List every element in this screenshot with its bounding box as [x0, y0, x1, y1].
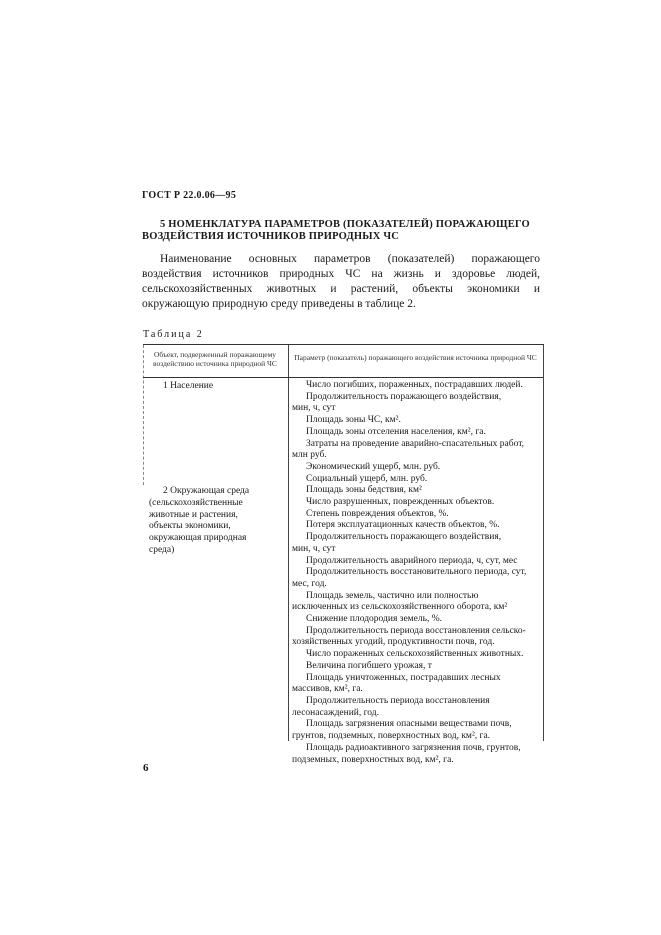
parameter-line: Площадь уничтоженных, пострадавших лесных [306, 672, 501, 683]
parameter-line: Площадь радиоактивного загрязнения почв, грунтов, [306, 742, 521, 753]
document-code: ГОСТ Р 22.0.06—95 [142, 190, 237, 201]
object-line: объекты экономики, [149, 521, 231, 532]
parameter-line: Число разрушенных, поврежденных объектов. [306, 497, 495, 508]
parameter-line: Число пораженных сельскохозяйственных животных. [306, 649, 524, 660]
parameter-line: Степень повреждения объектов, %. [306, 508, 449, 519]
parameter-column [292, 380, 542, 766]
parameter-line: Площадь зоны бедствия, км² [306, 485, 422, 496]
parameter-line: подземных, поверхностных вод, км², га. [292, 754, 454, 765]
parameter-line: Продолжительность поражающего воздействия, [306, 391, 502, 402]
parameter-line: млн руб. [292, 450, 327, 461]
header-divider [143, 377, 543, 378]
page-number: 6 [143, 762, 149, 774]
parameter-line: Продолжительность поражающего воздействия, [306, 532, 502, 543]
parameters-table [143, 344, 544, 765]
parameter-line: Число погибших, пораженных, пострадавших людей. [306, 380, 523, 390]
parameter-line: лесонасаждений, год. [292, 707, 379, 718]
parameter-line: Величина погибшего урожая, т [306, 660, 432, 671]
column-divider [288, 345, 289, 741]
parameter-line: Затраты на проведение аварийно-спасательных работ, [306, 438, 525, 449]
parameter-line: Площадь зоны отселения населения, км², га. [306, 426, 486, 437]
object-line: среда) [149, 544, 175, 555]
object-line: 1 Население [163, 381, 214, 391]
table-left-border [143, 345, 144, 485]
parameter-line: Экономический ущерб, млн. руб. [306, 461, 441, 472]
parameter-line: исключенных из сельскохозяйственного оборота, км² [292, 602, 508, 613]
intro-paragraph: Наименование основных параметров (показателей) поражающего воздействия источников природных ЧС на жизнь и здоровье людей, сельскохозяйственных животных и растений, объекты экономики и окружающую природную среду приведены в таблице 2. [142, 253, 540, 310]
object-line: окружающая природная [149, 533, 247, 544]
table-caption: Таблица 2 [143, 329, 204, 340]
object-column [149, 381, 284, 557]
object-line: животные и растения, [149, 509, 238, 520]
parameter-line: Продолжительность восстановительного периода, сут, [306, 567, 527, 578]
column-header-object: Объект, подверженный поражающему воздействию источника природной ЧС [153, 350, 277, 368]
parameter-line: Продолжительность аварийного периода, ч, сут, мес [306, 555, 518, 566]
parameter-line: Потеря эксплуатационных качеств объектов, %. [306, 520, 500, 531]
table-object-cell [149, 486, 284, 556]
object-line: (сельскохозяйственные [149, 498, 243, 508]
object-line: 2 Окружающая среда [163, 486, 250, 497]
parameter-line: грунтов, подземных, поверхностных вод, км², га. [292, 731, 491, 742]
table-object-cell [149, 381, 284, 393]
parameter-line: Площадь загрязнения опасными веществами почв, [306, 719, 512, 730]
parameter-line: Продолжительность периода восстановления [306, 695, 490, 706]
parameter-line: Снижение плодородия земель, %. [306, 614, 443, 625]
section-title: 5 НОМЕНКЛАТУРА ПАРАМЕТРОВ (ПОКАЗАТЕЛЕЙ) ПОРАЖАЮЩЕГО ВОЗДЕЙСТВИЯ ИСТОЧНИКОВ ПРИРОДНЫХ ЧС [142, 219, 530, 242]
parameter-line: хозяйственных угодий, продуктивности почв, год. [292, 637, 495, 648]
column-header-parameter: Параметр (показатель) поражающего воздействия источника природной ЧС [294, 353, 537, 362]
parameter-line: Социальный ущерб, млн. руб. [306, 473, 428, 484]
parameter-line: мес, год. [292, 578, 327, 589]
parameter-line: Площадь земель, частично или полностью [306, 590, 479, 601]
parameter-line: Площадь зоны ЧС, км². [306, 415, 401, 426]
parameter-line: массивов, км², га. [292, 684, 363, 695]
parameter-line: мин, ч, сут [292, 403, 336, 414]
parameter-line: мин, ч, сут [292, 543, 336, 554]
parameter-line: Продолжительность периода восстановления сельско- [306, 625, 526, 636]
